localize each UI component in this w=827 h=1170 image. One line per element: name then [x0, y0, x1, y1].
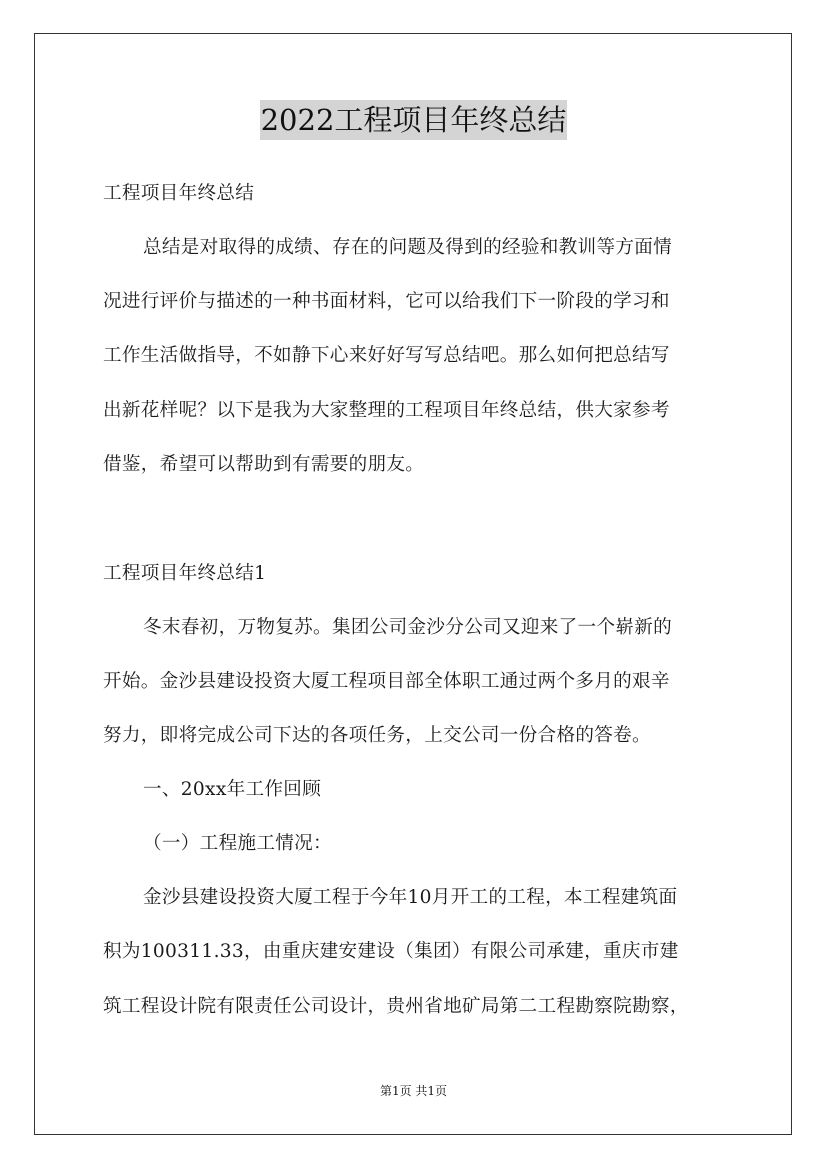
paragraph-line: 开始。金沙县建设投资大厦工程项目部全体职工通过两个多月的艰辛: [103, 671, 670, 692]
paragraph-line: 金沙县建设投资大厦工程于今年10月开工的工程，本工程建筑面: [143, 887, 678, 908]
paragraph-line: 借鉴，希望可以帮助到有需要的朋友。: [103, 454, 425, 475]
paragraph-line: 努力，即将完成公司下达的各项任务，上交公司一份合格的答卷。: [103, 725, 651, 746]
paragraph-line: 工作生活做指导，不如静下心来好好写写总结吧。那么如何把总结写: [103, 345, 670, 366]
subheading: 一、20xx年工作回顾: [143, 779, 322, 800]
paragraph-line: 积为100311.33，由重庆建安建设（集团）有限公司承建，重庆市建: [103, 941, 679, 962]
paragraph-line: 出新花样呢？以下是我为大家整理的工程项目年终总结，供大家参考: [103, 400, 670, 421]
section-heading: 工程项目年终总结1: [103, 563, 267, 584]
document-title: 2022工程项目年终总结: [260, 100, 568, 140]
paragraph-line: 冬末春初，万物复苏。集团公司金沙分公司又迎来了一个崭新的: [143, 617, 673, 638]
title-container: [0, 100, 827, 140]
paragraph-line: 总结是对取得的成绩、存在的问题及得到的经验和教训等方面情: [143, 237, 673, 258]
paragraph-line: 筑工程设计院有限责任公司设计，贵州省地矿局第二工程勘察院勘察，: [103, 996, 689, 1017]
page-footer: 第1页 共1页: [379, 1084, 448, 1098]
subheading: （一）工程施工情况：: [143, 833, 332, 854]
paragraph-line: 况进行评价与描述的一种书面材料，它可以给我们下一阶段的学习和: [103, 291, 670, 312]
section-heading: 工程项目年终总结: [103, 183, 255, 204]
